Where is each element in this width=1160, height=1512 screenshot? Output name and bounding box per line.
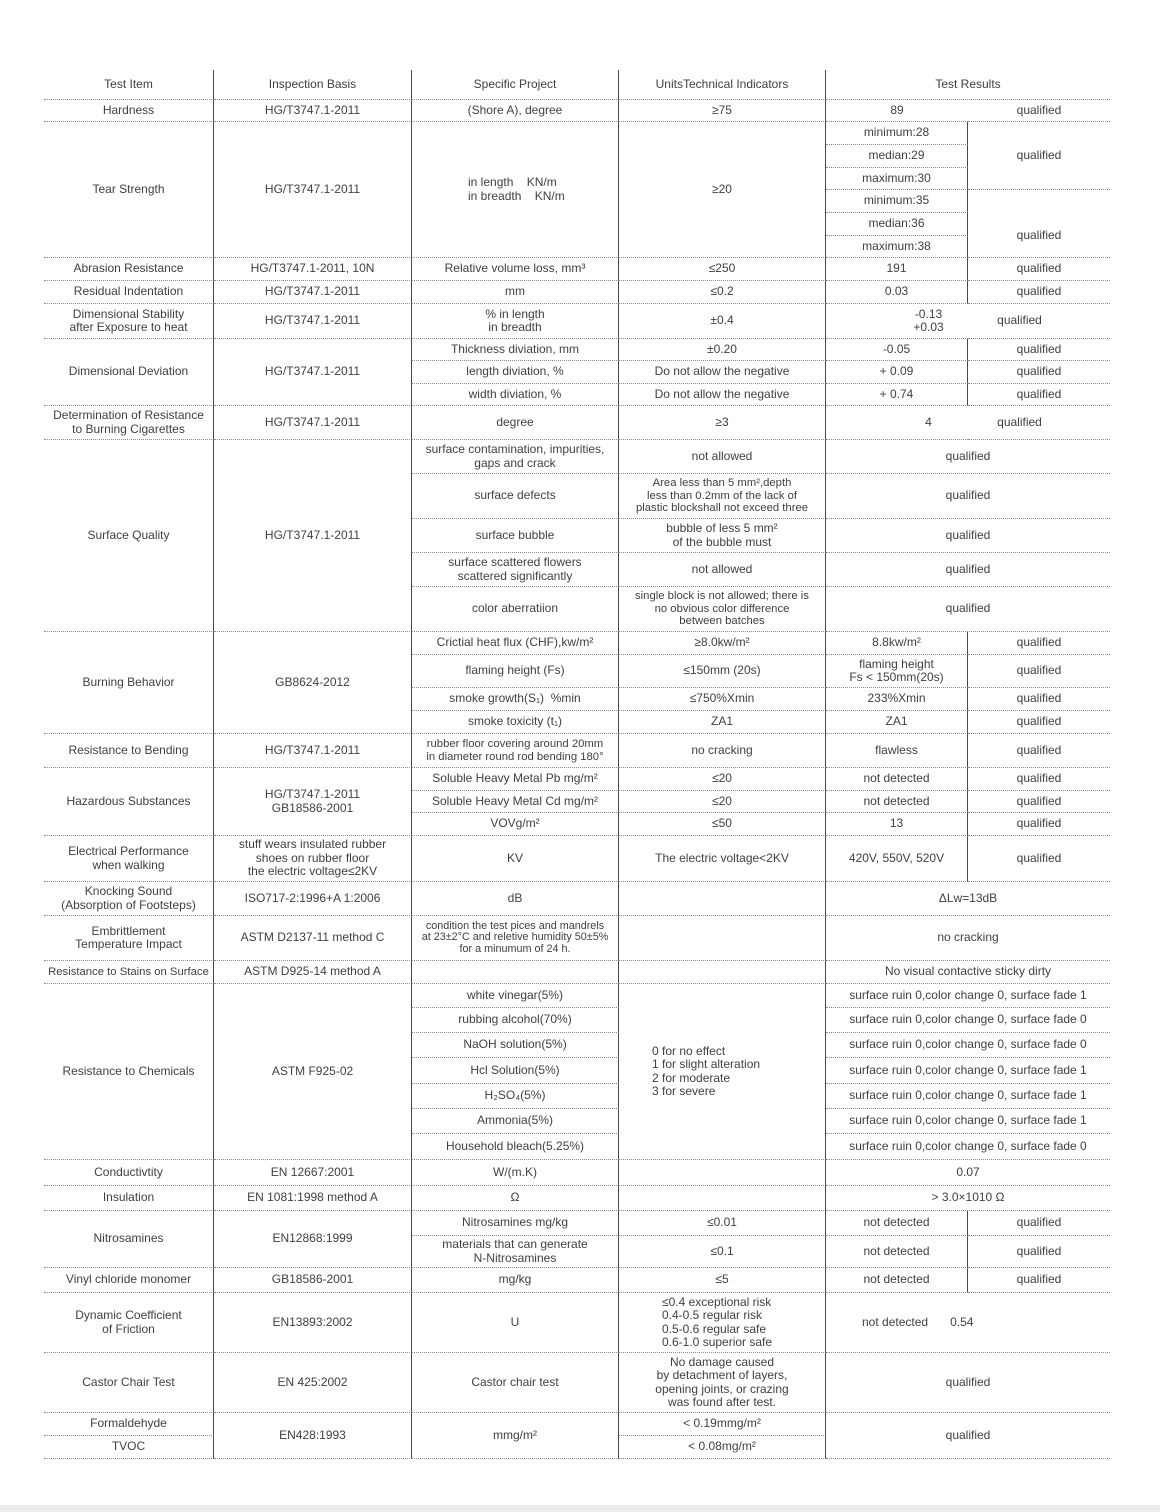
burning-result: 233%Xmin — [826, 688, 968, 711]
dimdev-result: + 0.09 — [826, 361, 968, 384]
hazard-verdict: qualified — [968, 813, 1110, 836]
burning-verdict: qualified — [968, 655, 1110, 688]
burning-basis: GB8624-2012 — [214, 632, 412, 734]
dynamic-indicator: ≤0.4 exceptional risk 0.4-0.5 regular risk 0.5-0.6 regular safe 0.6-1.0 superior safe — [619, 1293, 826, 1353]
insulation-basis: EN 1081:1998 method A — [214, 1186, 412, 1211]
empty-cell — [619, 882, 826, 916]
burning-indicator: ≥8.0kw/m² — [619, 632, 826, 655]
embrittle-basis: ASTM D2137-11 method C — [214, 916, 412, 961]
chemicals-project: H₂SO₄(5%) — [412, 1084, 619, 1109]
header-inspection-basis: Inspection Basis — [214, 70, 412, 100]
hazard-project: Soluble Heavy Metal Cd mg/m² — [412, 791, 619, 813]
residual-result: 0.03 — [826, 281, 968, 304]
tear-result: maximum:38 — [826, 236, 968, 258]
nitros-project: Nitrosamines mg/kg — [412, 1211, 619, 1236]
hardness-result: 89 — [826, 100, 968, 122]
residual-basis: HG/T3747.1-2011 — [214, 281, 412, 304]
dimdev-indicator: Do not allow the negative — [619, 361, 826, 384]
knocking-item: Knocking Sound (Absorption of Footsteps) — [44, 882, 214, 916]
test-results-table — [44, 70, 1110, 1459]
emission-project: mmg/m² — [412, 1413, 619, 1459]
conductivity-project: W/(m.K) — [412, 1160, 619, 1186]
hardness-project: (Shore A), degree — [412, 100, 619, 122]
cigarettes-basis: HG/T3747.1-2011 — [214, 406, 412, 440]
chemicals-project: NaOH solution(5%) — [412, 1033, 619, 1058]
empty-cell — [412, 961, 619, 984]
castor-result: qualified — [826, 1353, 1110, 1413]
tear-item: Tear Strength — [44, 122, 214, 258]
bending-indicator: no cracking — [619, 734, 826, 768]
electrical-verdict: qualified — [968, 836, 1110, 882]
residual-item: Residual Indentation — [44, 281, 214, 304]
embrittle-result: no cracking — [826, 916, 1110, 961]
hardness-item: Hardness — [44, 100, 214, 122]
burning-result: ZA1 — [826, 711, 968, 734]
hardness-basis: HG/T3747.1-2011 — [214, 100, 412, 122]
bending-verdict: qualified — [968, 734, 1110, 768]
burning-verdict: qualified — [968, 711, 1110, 734]
burning-project: smoke toxicity (t₁) — [412, 711, 619, 734]
dimstab-basis: HG/T3747.1-2011 — [214, 304, 412, 339]
electrical-item: Electrical Performance when walking — [44, 836, 214, 882]
hazard-indicator: ≤20 — [619, 768, 826, 791]
cigarettes-project: degree — [412, 406, 619, 440]
nitros-item: Nitrosamines — [44, 1211, 214, 1268]
hazard-indicator: ≤20 — [619, 791, 826, 813]
tear-indicator: ≥20 — [619, 122, 826, 258]
surface-indicator: Area less than 5 mm²,depth less than 0.2mm of the lack of plastic blockshall not exceed three — [619, 474, 826, 519]
conductivity-basis: EN 12667:2001 — [214, 1160, 412, 1186]
embrittle-item: Embrittlement Temperature Impact — [44, 916, 214, 961]
header-specific-project: Specific Project — [412, 70, 619, 100]
tear-result: median:36 — [826, 213, 968, 236]
knocking-basis: ISO717-2:1996+A 1:2006 — [214, 882, 412, 916]
cigarettes-indicator: ≥3 — [619, 406, 826, 440]
dimdev-project: width diviation, % — [412, 384, 619, 406]
bending-item: Resistance to Bending — [44, 734, 214, 768]
bottom-band — [0, 1505, 1160, 1512]
surface-project: surface defects — [412, 474, 619, 519]
burning-indicator: ≤150mm (20s) — [619, 655, 826, 688]
cigarettes-item: Determination of Resistance to Burning Cigarettes — [44, 406, 214, 440]
electrical-project: KV — [412, 836, 619, 882]
chemicals-result: surface ruin 0,color change 0, surface fade 1 — [826, 984, 1110, 1008]
vinyl-project: mg/kg — [412, 1268, 619, 1293]
nitros-indicator: ≤0.1 — [619, 1236, 826, 1268]
dimdev-verdict: qualified — [968, 361, 1110, 384]
hazard-project: Soluble Heavy Metal Pb mg/m² — [412, 768, 619, 791]
hazard-indicator: ≤50 — [619, 813, 826, 836]
hazard-result: not detected — [826, 791, 968, 813]
cigarettes-result: 4 — [826, 406, 968, 440]
castor-item: Castor Chair Test — [44, 1353, 214, 1413]
castor-project: Castor chair test — [412, 1353, 619, 1413]
dimstab-result: -0.13 +0.03 — [826, 304, 968, 339]
tear-result: minimum:28 — [826, 122, 968, 145]
nitros-result: not detected — [826, 1211, 968, 1236]
formaldehyde-indicator: < 0.19mmg/m² — [619, 1413, 826, 1436]
knocking-result: ΔLw=13dB — [826, 882, 1110, 916]
emission-basis: EN428:1993 — [214, 1413, 412, 1459]
residual-project: mm — [412, 281, 619, 304]
burning-indicator: ≤750%Xmin — [619, 688, 826, 711]
chemicals-result: surface ruin 0,color change 0, surface fade 1 — [826, 1084, 1110, 1109]
dimdev-project: length diviation, % — [412, 361, 619, 384]
dynamic-item: Dynamic Coefficient of Friction — [44, 1293, 214, 1353]
chemicals-project: rubbing alcohol(70%) — [412, 1008, 619, 1033]
surface-project: color aberratiion — [412, 587, 619, 632]
dynamic-basis: EN13893:2002 — [214, 1293, 412, 1353]
chemicals-project: white vinegar(5%) — [412, 984, 619, 1008]
castor-basis: EN 425:2002 — [214, 1353, 412, 1413]
dimdev-indicator: Do not allow the negative — [619, 384, 826, 406]
insulation-result: > 3.0×1010 Ω — [826, 1186, 1110, 1211]
header-test-results: Test Results — [826, 70, 1110, 100]
bending-result: flawless — [826, 734, 968, 768]
surface-basis: HG/T3747.1-2011 — [214, 440, 412, 632]
stains-result: No visual contactive sticky dirty — [826, 961, 1110, 984]
conductivity-result: 0.07 — [826, 1160, 1110, 1186]
conductivity-item: Conductivtity — [44, 1160, 214, 1186]
abrasion-indicator: ≤250 — [619, 258, 826, 281]
empty-cell — [619, 1160, 826, 1186]
tear-project: in length KN/m in breadth KN/m — [412, 122, 619, 258]
abrasion-project: Relative volume loss, mm³ — [412, 258, 619, 281]
tear-verdict: qualified — [968, 122, 1110, 190]
empty-cell — [619, 916, 826, 961]
header-technical-indicators: UnitsTechnical Indicators — [619, 70, 826, 100]
embrittle-project: condition the test pices and mandrels at 23±2°C and reletive humidity 50±5% for a minumum of 24 h. — [412, 916, 619, 961]
surface-indicator: bubble of less 5 mm² of the bubble must — [619, 519, 826, 553]
burning-item: Burning Behavior — [44, 632, 214, 734]
dimdev-item: Dimensional Deviation — [44, 339, 214, 406]
burning-project: flaming height (Fs) — [412, 655, 619, 688]
chemicals-project: Household bleach(5.25%) — [412, 1134, 619, 1160]
chemicals-result: surface ruin 0,color change 0, surface fade 0 — [826, 1033, 1110, 1058]
surface-result: qualified — [826, 519, 1110, 553]
tvoc-item: TVOC — [44, 1436, 214, 1459]
hazard-verdict: qualified — [968, 791, 1110, 813]
dimstab-verdict: qualified — [968, 304, 1110, 339]
nitros-verdict: qualified — [968, 1236, 1110, 1268]
burning-project: smoke growth(S₁) %min — [412, 688, 619, 711]
burning-project: Crictial heat flux (CHF),kw/m² — [412, 632, 619, 655]
chemicals-item: Resistance to Chemicals — [44, 984, 214, 1160]
abrasion-result: 191 — [826, 258, 968, 281]
surface-project: surface bubble — [412, 519, 619, 553]
hardness-indicator: ≥75 — [619, 100, 826, 122]
chemicals-basis: ASTM F925-02 — [214, 984, 412, 1160]
burning-verdict: qualified — [968, 688, 1110, 711]
dimdev-result: -0.05 — [826, 339, 968, 361]
empty-cell — [619, 961, 826, 984]
surface-result: qualified — [826, 587, 1110, 632]
hazard-basis: HG/T3747.1-2011 GB18586-2001 — [214, 768, 412, 836]
surface-indicator: not allowed — [619, 440, 826, 474]
header-test-item: Test Item — [44, 70, 214, 100]
hazard-project: VOVg/m² — [412, 813, 619, 836]
tear-basis: HG/T3747.1-2011 — [214, 122, 412, 258]
nitros-indicator: ≤0.01 — [619, 1211, 826, 1236]
stains-basis: ASTM D925-14 method A — [214, 961, 412, 984]
vinyl-verdict: qualified — [968, 1268, 1110, 1293]
tear-result: median:29 — [826, 145, 968, 168]
chemicals-project: Ammonia(5%) — [412, 1109, 619, 1134]
cigarettes-verdict: qualified — [968, 406, 1110, 440]
nitros-basis: EN12868:1999 — [214, 1211, 412, 1268]
formaldehyde-item: Formaldehyde — [44, 1413, 214, 1436]
chemicals-result: surface ruin 0,color change 0, surface fade 0 — [826, 1008, 1110, 1033]
burning-result: 8.8kw/m² — [826, 632, 968, 655]
dimdev-verdict: qualified — [968, 339, 1110, 361]
surface-indicator: single block is not allowed; there is no obvious color difference between batches — [619, 587, 826, 632]
residual-indicator: ≤0.2 — [619, 281, 826, 304]
dimstab-indicator: ±0.4 — [619, 304, 826, 339]
dynamic-result-value: 0.54 — [950, 1314, 974, 1329]
vinyl-item: Vinyl chloride monomer — [44, 1268, 214, 1293]
surface-result: qualified — [826, 440, 1110, 474]
insulation-project: Ω — [412, 1186, 619, 1211]
dynamic-result — [826, 1293, 1110, 1353]
surface-result: qualified — [826, 474, 1110, 519]
nitros-verdict: qualified — [968, 1211, 1110, 1236]
electrical-result: 420V, 550V, 520V — [826, 836, 968, 882]
tvoc-indicator: < 0.08mg/m² — [619, 1436, 826, 1459]
dimdev-result: + 0.74 — [826, 384, 968, 406]
tear-verdict: qualified — [968, 190, 1110, 258]
chemicals-result: surface ruin 0,color change 0, surface fade 1 — [826, 1109, 1110, 1134]
hazard-item: Hazardous Substances — [44, 768, 214, 836]
stains-item: Resistance to Stains on Surface — [44, 961, 214, 984]
nitros-project: materials that can generate N-Nitrosamines — [412, 1236, 619, 1268]
dimdev-basis: HG/T3747.1-2011 — [214, 339, 412, 406]
surface-indicator: not allowed — [619, 553, 826, 587]
chemicals-result: surface ruin 0,color change 0, surface fade 1 — [826, 1058, 1110, 1084]
surface-result: qualified — [826, 553, 1110, 587]
abrasion-item: Abrasion Resistance — [44, 258, 214, 281]
burning-verdict: qualified — [968, 632, 1110, 655]
tear-result: maximum:30 — [826, 168, 968, 190]
hazard-result: 13 — [826, 813, 968, 836]
surface-project: surface contamination, impurities, gaps and crack — [412, 440, 619, 474]
surface-item: Surface Quality — [44, 440, 214, 632]
bending-basis: HG/T3747.1-2011 — [214, 734, 412, 768]
dimdev-indicator: ±0.20 — [619, 339, 826, 361]
chemicals-result: surface ruin 0,color change 0, surface fade 0 — [826, 1134, 1110, 1160]
nitros-result: not detected — [826, 1236, 968, 1268]
dynamic-project: U — [412, 1293, 619, 1353]
burning-indicator: ZA1 — [619, 711, 826, 734]
hardness-verdict: qualified — [968, 100, 1110, 122]
dimstab-project: % in length in breadth — [412, 304, 619, 339]
tear-result: minimum:35 — [826, 190, 968, 213]
castor-indicator: No damage caused by detachment of layers, opening joints, or crazing was found after test. — [619, 1353, 826, 1413]
vinyl-indicator: ≤5 — [619, 1268, 826, 1293]
dimdev-verdict: qualified — [968, 384, 1110, 406]
emission-result: qualified — [826, 1413, 1110, 1459]
vinyl-result: not detected — [826, 1268, 968, 1293]
surface-project: surface scattered flowers scattered significantly — [412, 553, 619, 587]
hazard-result: not detected — [826, 768, 968, 791]
hazard-verdict: qualified — [968, 768, 1110, 791]
dimdev-project: Thickness diviation, mm — [412, 339, 619, 361]
dimstab-item: Dimensional Stability after Exposure to heat — [44, 304, 214, 339]
empty-cell — [619, 1186, 826, 1211]
residual-verdict: qualified — [968, 281, 1110, 304]
abrasion-verdict: qualified — [968, 258, 1110, 281]
vinyl-basis: GB18586-2001 — [214, 1268, 412, 1293]
chemicals-indicator: 0 for no effect 1 for slight alteration 2 for moderate 3 for severe — [619, 984, 826, 1160]
chemicals-project: Hcl Solution(5%) — [412, 1058, 619, 1084]
abrasion-basis: HG/T3747.1-2011, 10N — [214, 258, 412, 281]
bending-project: rubber floor covering around 20mm in diameter round rod bending 180° — [412, 734, 619, 768]
insulation-item: Insulation — [44, 1186, 214, 1211]
knocking-project: dB — [412, 882, 619, 916]
electrical-basis: stuff wears insulated rubber shoes on rubber floor the electric voltage≤2KV — [214, 836, 412, 882]
burning-result: flaming height Fs < 150mm(20s) — [826, 655, 968, 688]
dynamic-result-text: not detected — [862, 1314, 929, 1329]
electrical-indicator: The electric voltage<2KV — [619, 836, 826, 882]
